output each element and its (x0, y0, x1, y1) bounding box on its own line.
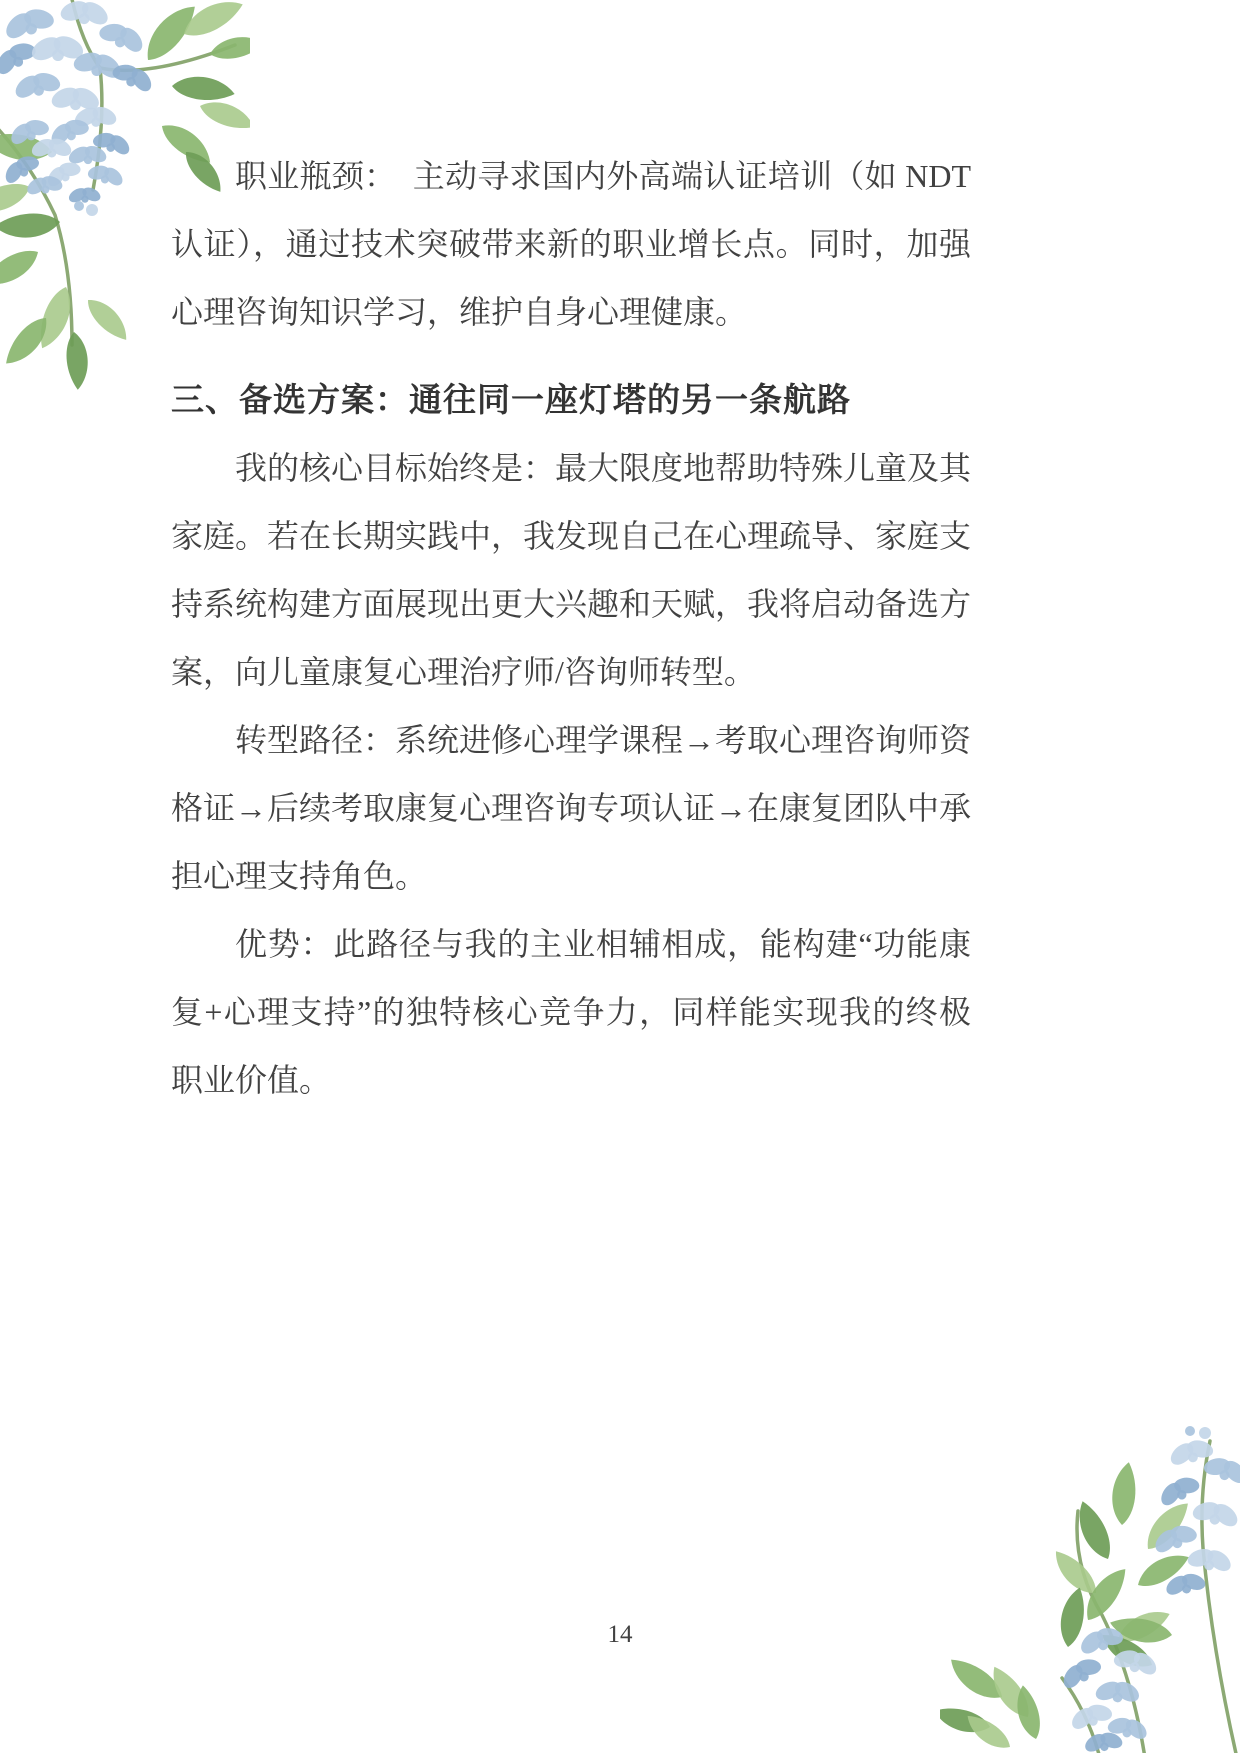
paragraph-advantage: 优势：此路径与我的主业相辅相成，能构建“功能康复+心理支持”的独特核心竞争力，同样能实现我的终极职业价值。 (171, 926, 971, 1098)
document-content (171, 142, 971, 1114)
leaf-cluster (940, 1460, 1198, 1753)
stem-lines (1062, 1441, 1237, 1753)
wisteria-decoration-bottom-right-icon (940, 1423, 1240, 1753)
flower-cluster (1054, 1426, 1240, 1753)
paragraph-career-bottleneck: 职业瓶颈： 主动寻求国内外高端认证培训（如 NDT 认证），通过技术突破带来新的职业增长点。同时，加强心理咨询知识学习，维护自身心理健康。 (171, 158, 971, 330)
paragraph-transition-path: 转型路径：系统进修心理学课程→考取心理咨询师资格证→后续考取康复心理咨询专项认证→在康复团队中承担心理支持角色。 (171, 722, 972, 894)
paragraph-core-goal: 我的核心目标始终是：最大限度地帮助特殊儿童及其家庭。若在长期实践中，我发现自己在心理疏导、家庭支持系统构建方面展现出更大兴趣和天赋，我将启动备选方案，向儿童康复心理治疗师/咨询师转型。 (171, 450, 972, 690)
section-heading-backup-plan: 三、备选方案：通往同一座灯塔的另一条航路 (171, 381, 851, 418)
page-number: 14 (607, 1621, 633, 1648)
flower-cluster (0, 0, 160, 216)
